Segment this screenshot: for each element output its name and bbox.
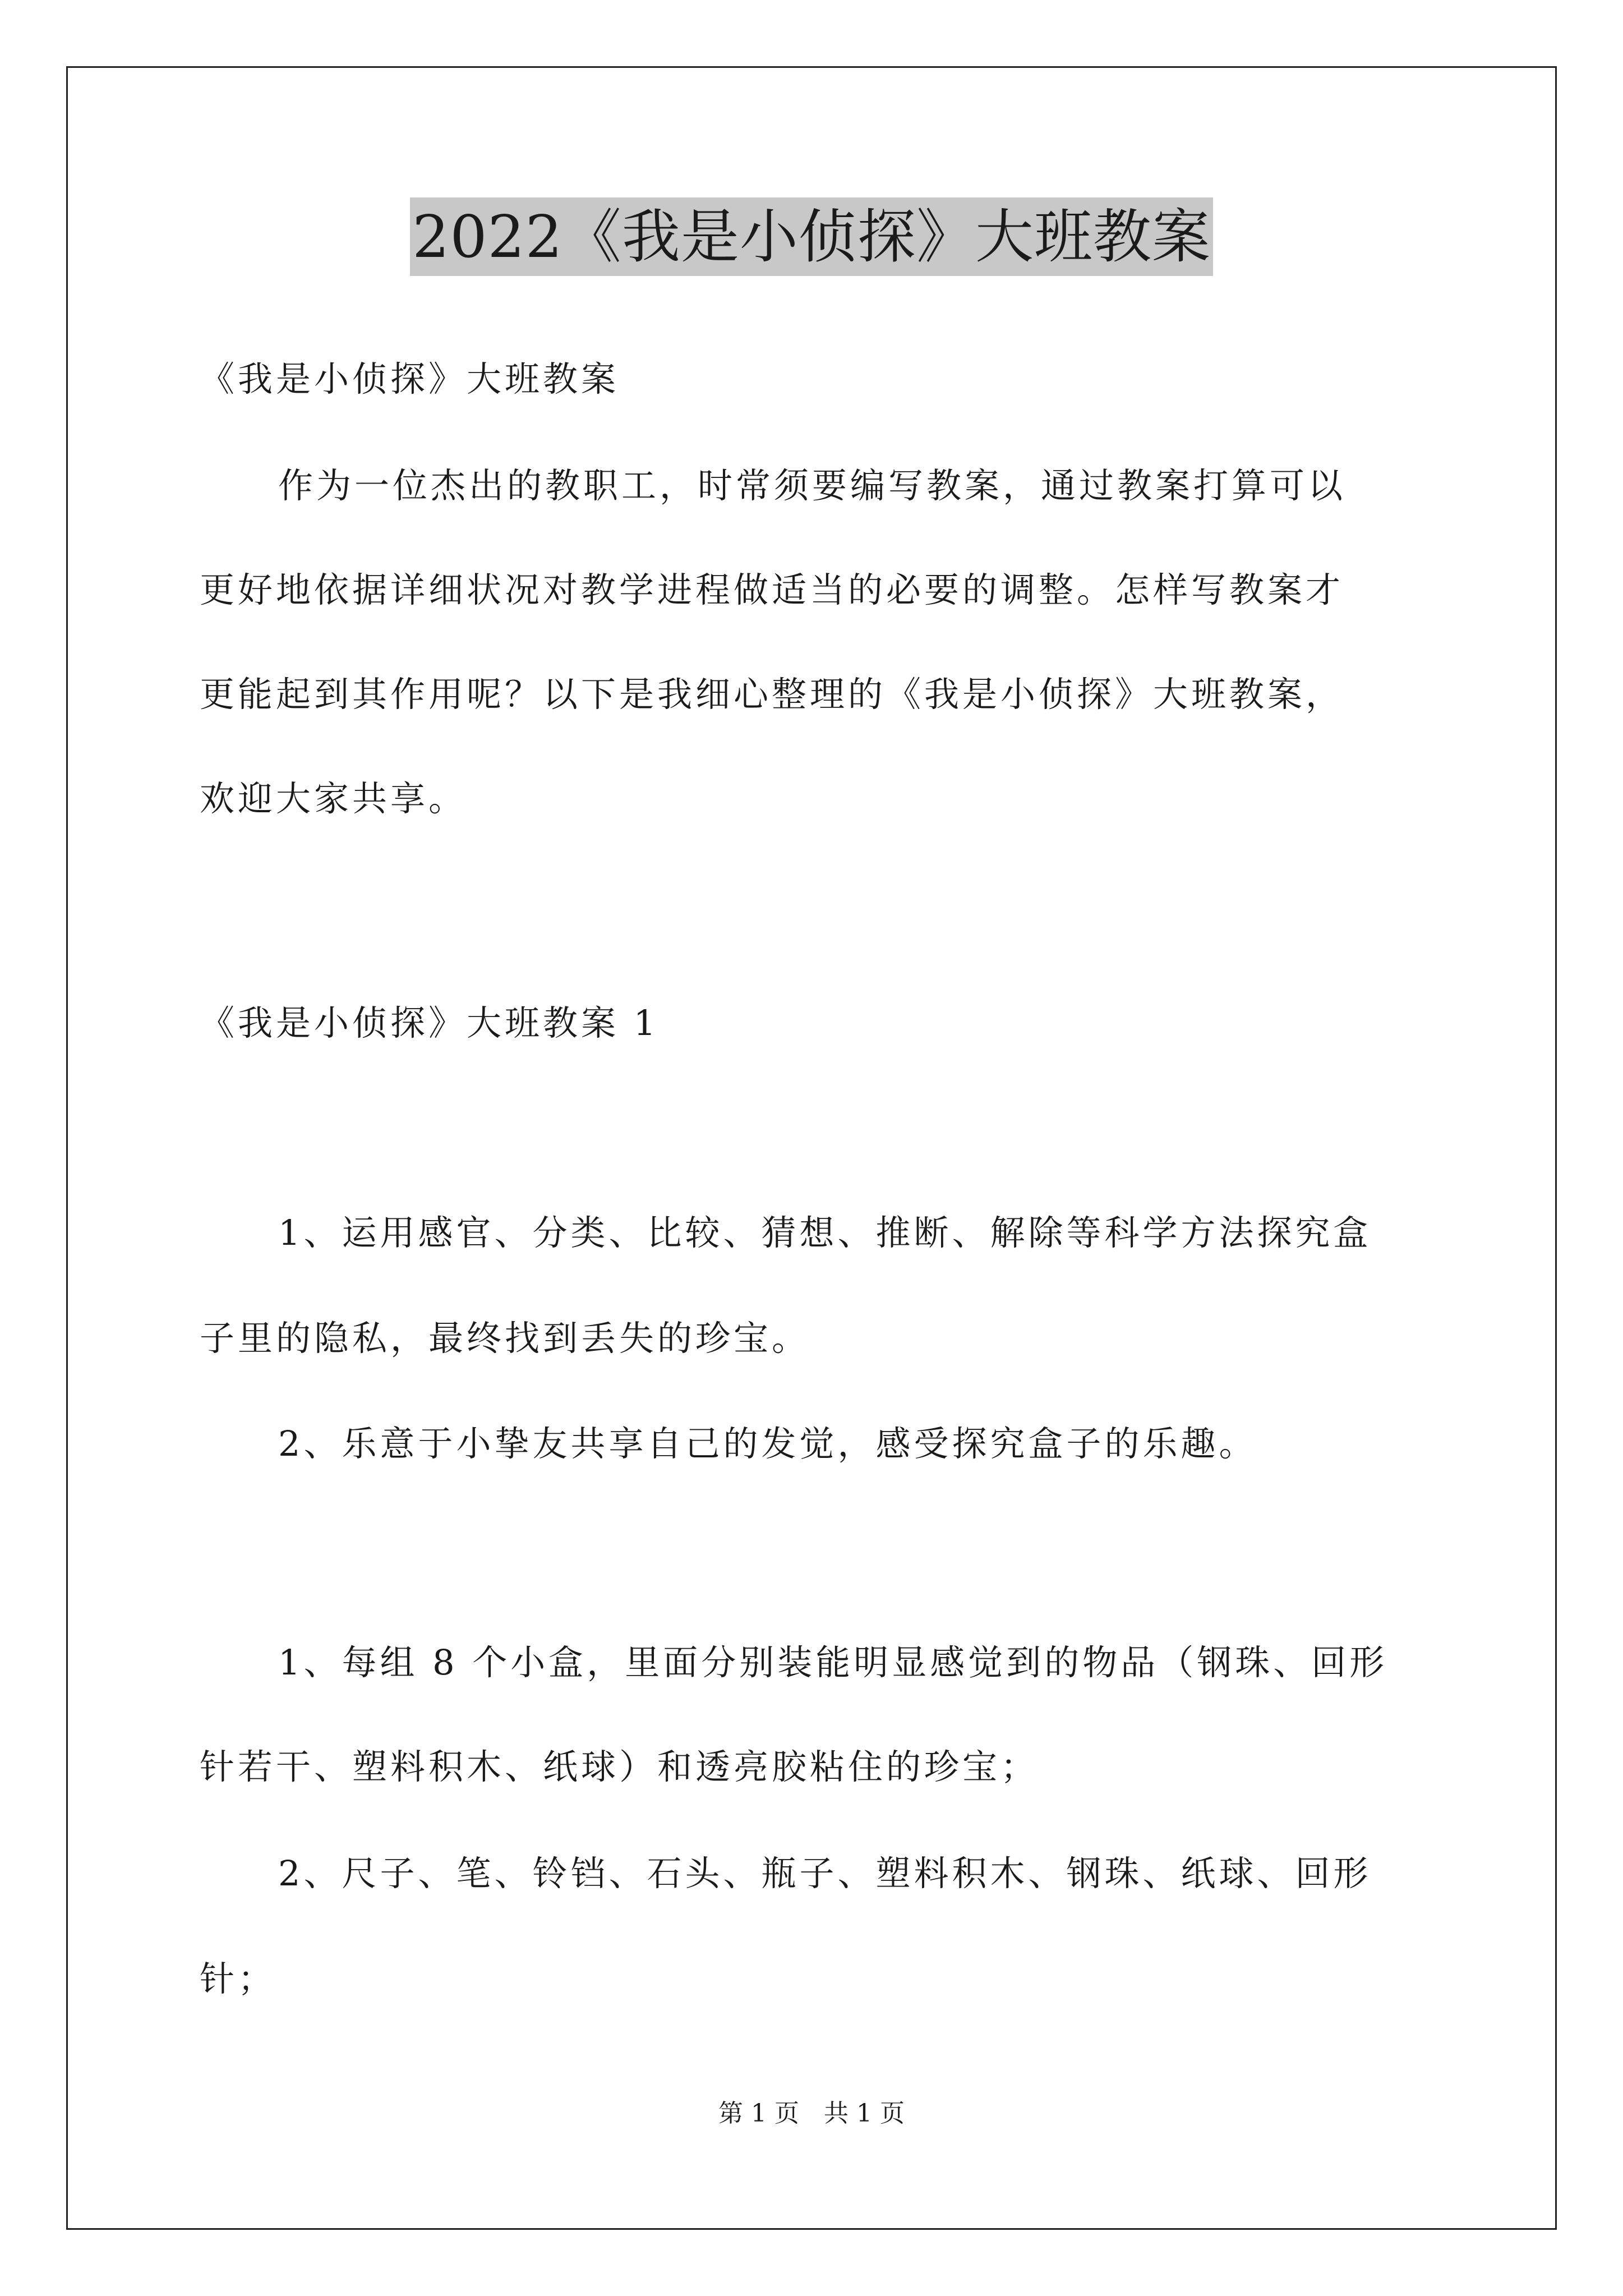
intro-line-1: 作为一位杰出的教职工，时常须要编写教案，通过教案打算可以 xyxy=(278,465,1347,506)
document-subtitle: 《我是小侦探》大班教案 xyxy=(200,358,620,399)
goal-line-2: 子里的隐私，最终找到丢失的珍宝。 xyxy=(200,1318,810,1359)
intro-line-2: 更好地依据详细状况对教学进程做适当的必要的调整。怎样写教案才 xyxy=(200,569,1344,610)
material-line-4: 针； xyxy=(200,1958,276,1999)
goal-line-3: 2、乐意于小挚友共享自己的发觉，感受探究盒子的乐趣。 xyxy=(278,1423,1257,1464)
intro-line-3: 更能起到其作用呢？以下是我细心整理的《我是小侦探》大班教案， xyxy=(200,674,1344,715)
title-block xyxy=(0,197,1623,276)
material-line-2: 针若干、塑料积木、纸球）和透亮胶粘住的珍宝； xyxy=(200,1746,1039,1787)
goal-line-1: 1、运用感官、分类、比较、猜想、推断、解除等科学方法探究盒 xyxy=(278,1212,1372,1253)
section-heading: 《我是小侦探》大班教案 1 xyxy=(200,1002,660,1043)
page-footer: 第 1 页 共 1 页 xyxy=(718,2099,905,2128)
material-line-1: 1、每组 8 个小盒，里面分别装能明显感觉到的物品（钢珠、回形 xyxy=(278,1642,1388,1683)
material-line-3: 2、尺子、笔、铃铛、石头、瓶子、塑料积木、钢珠、纸球、回形 xyxy=(278,1853,1372,1894)
intro-line-4: 欢迎大家共享。 xyxy=(200,778,467,819)
document-title: 2022《我是小侦探》大班教案 xyxy=(410,197,1213,276)
